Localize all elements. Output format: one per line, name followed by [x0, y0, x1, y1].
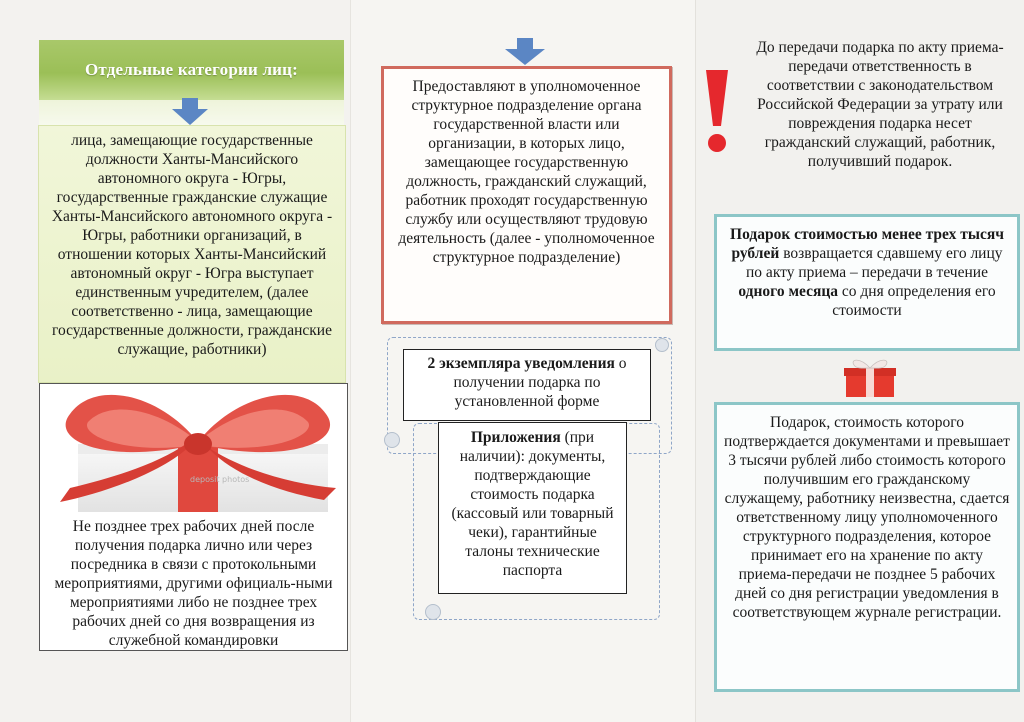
exclamation-icon: [702, 70, 732, 154]
under-3000-text-a: возвращается сдавшему его лицу по акту приема – передачи в течение: [746, 245, 1003, 281]
arrow-down-icon: [170, 98, 210, 126]
responsibility-text: До передачи подарка по акту приема-передачи ответственность в соответствии с законодательством Российской Федерации за утрату или повреждения подарка несет гражданский служащий, работник, получивший подарок.: [756, 39, 1004, 170]
categories-header-title: Отдельные категории лиц:: [84, 60, 299, 79]
arrow-down-icon: [503, 38, 547, 66]
attachments-bold: Приложения: [470, 429, 561, 446]
categories-header: [39, 40, 344, 100]
under-3000-box: [714, 214, 1020, 351]
under-3000-bold: Подарок стоимостью менее трех тысяч рублей: [730, 226, 1004, 262]
attachments-text: (при наличии): документы, подтверждающие стоимость подарка (кассовый или товарный чеки), гарантийные талоны технические паспорта: [451, 429, 614, 579]
deadline-box: [39, 383, 348, 651]
decor-bubble: [655, 338, 669, 352]
deadline-text: Не позднее трех рабочих дней после получения подарка лично или через посредника в связи с протокольными мероприятиями, другими официаль-ными мероприятиями либо не позднее трех рабочих дней со дня возвращения из служебной командировки: [54, 518, 333, 649]
watermark-text: deposit photos: [190, 475, 250, 484]
decor-bubble: [384, 432, 400, 448]
over-3000-text: Подарок, стоимость которого подтверждается документами и превышает 3 тысячи рублей либо стоимость которого получившим его гражданскому служащему, работнику неизвестна, сдается ответственному лицу уполномоченного структурного подразделения, которое принимает его на хранение по акту приема-передачи не позднее 5 рабочих дней со дня регистрации уведомления в соответствующем журнале регистрации.: [724, 414, 1010, 621]
gift-bow-image: [40, 384, 347, 512]
under-3000-text-b: со дня определения его стоимости: [832, 283, 996, 319]
over-3000-box: [714, 402, 1020, 692]
notice-box: [403, 349, 651, 421]
notice-text: о получении подарка по установленной форме: [453, 355, 627, 410]
under-3000-period: одного месяца: [738, 283, 839, 300]
attachments-box: [438, 422, 627, 594]
categories-text: лица, замещающие государственные должности Ханты-Мансийского автономного округа - Югры, государственные гражданские служащие Ханты-Мансийского автономного округа - Югры, работники организаций, в отношении которых Ханты-Мансийский автономный округ - Югра выступает единственным учредителем, (далее соответственно - лица, замещающие государственные должности, гражданские служащие, работники): [51, 132, 333, 358]
gift-icon: [842, 355, 898, 399]
submit-box: [381, 66, 672, 324]
categories-box: [38, 125, 346, 383]
decor-bubble: [425, 604, 441, 620]
submit-text: Предоставляют в уполномоченное структурное подразделение органа государственной власти или организации, в которых лицо, замещающее государственную должность, гражданский служащий, работник проходят государственную службу или осуществляют трудовую деятельность (далее - уполномоченное структурное подразделение): [398, 78, 655, 266]
notice-bold: 2 экземпляра уведомления: [427, 355, 615, 372]
